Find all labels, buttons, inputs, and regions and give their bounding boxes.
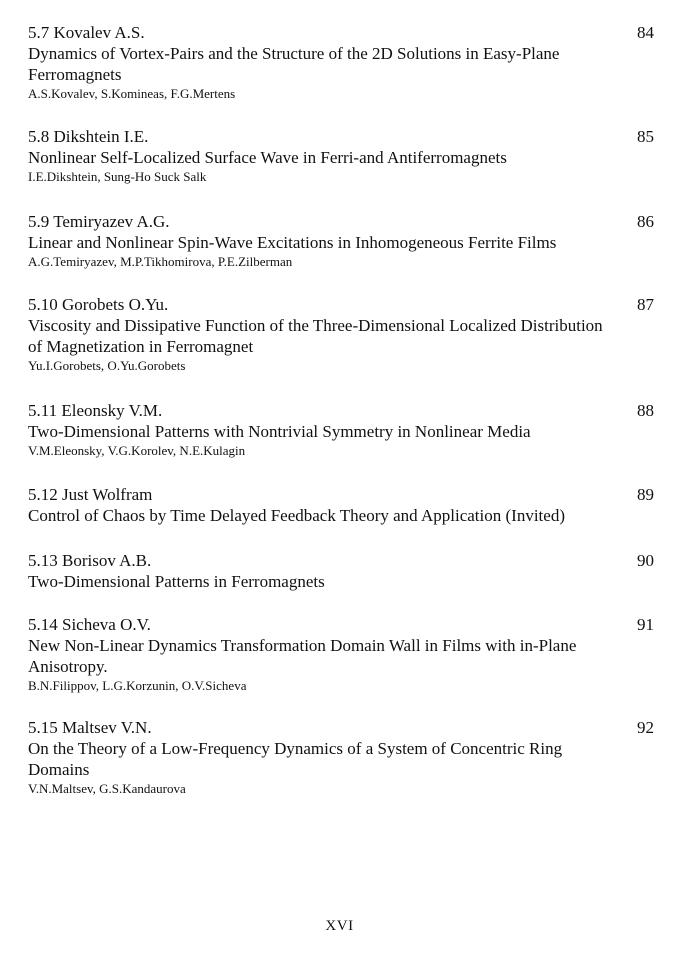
toc-entry-5-11 (28, 400, 654, 460)
toc-entry-5-15 (28, 717, 654, 798)
entry-heading: 5.7 Kovalev A.S. (28, 23, 145, 42)
entry-heading: 5.12 Just Wolfram (28, 485, 153, 504)
entry-heading: 5.9 Temiryazev A.G. (28, 212, 170, 231)
entry-title: Two-Dimensional Patterns in Ferromagnets (28, 572, 325, 591)
page-footer-number: XVI (325, 918, 354, 934)
entry-title: Nonlinear Self-Localized Surface Wave in Ferri-and Antiferromagnets (28, 148, 507, 167)
toc-entry-5-12 (28, 484, 654, 526)
entry-authors: A.G.Temiryazev, M.P.Tikhomirova, P.E.Zilberman (28, 254, 293, 269)
toc-entry-5-10 (28, 294, 654, 375)
entry-heading: 5.13 Borisov A.B. (28, 551, 152, 570)
entry-authors: I.E.Dikshtein, Sung-Ho Suck Salk (28, 169, 207, 184)
entry-title: Dynamics of Vortex-Pairs and the Structure of the 2D Solutions in Easy-Plane Ferromagnets (28, 44, 560, 84)
entry-authors: Yu.I.Gorobets, O.Yu.Gorobets (28, 358, 186, 373)
entry-page-number: 88 (637, 401, 654, 420)
entry-title: Control of Chaos by Time Delayed Feedback Theory and Application (Invited) (28, 506, 565, 525)
entry-heading: 5.14 Sicheva O.V. (28, 615, 151, 634)
entry-authors: A.S.Kovalev, S.Komineas, F.G.Mertens (28, 86, 236, 101)
entry-authors: V.M.Eleonsky, V.G.Korolev, N.E.Kulagin (28, 443, 246, 458)
entry-page-number: 86 (637, 212, 654, 231)
entry-page-number: 91 (637, 615, 654, 634)
toc-entry-5-13 (28, 550, 654, 592)
entry-title: Linear and Nonlinear Spin-Wave Excitations in Inhomogeneous Ferrite Films (28, 233, 557, 252)
entry-heading: 5.8 Dikshtein I.E. (28, 127, 149, 146)
entry-heading: 5.15 Maltsev V.N. (28, 718, 152, 737)
entry-page-number: 87 (637, 295, 654, 314)
entry-heading: 5.10 Gorobets O.Yu. (28, 295, 169, 314)
toc-entry-5-9 (28, 211, 654, 271)
toc-entry-5-7 (28, 22, 654, 103)
entry-title: Two-Dimensional Patterns with Nontrivial Symmetry in Nonlinear Media (28, 422, 531, 441)
toc-entry-5-14 (28, 614, 654, 695)
toc-entry-5-8 (28, 126, 654, 186)
entry-authors: B.N.Filippov, L.G.Korzunin, O.V.Sicheva (28, 678, 247, 693)
entry-title: Viscosity and Dissipative Function of the Three-Dimensional Localized Distribution of Magnetization in Ferromagnet (28, 316, 603, 356)
entry-title: On the Theory of a Low-Frequency Dynamics of a System of Concentric Ring Domains (28, 739, 563, 779)
table-of-contents (28, 22, 654, 798)
entry-heading: 5.11 Eleonsky V.M. (28, 401, 163, 420)
entry-authors: V.N.Maltsev, G.S.Kandaurova (28, 781, 186, 796)
entry-page-number: 84 (637, 23, 654, 42)
entry-page-number: 89 (637, 485, 654, 504)
entry-title: New Non-Linear Dynamics Transformation Domain Wall in Films with in-Plane Anisotropy. (28, 636, 577, 676)
entry-page-number: 85 (637, 127, 654, 146)
entry-page-number: 92 (637, 718, 654, 737)
entry-page-number: 90 (637, 551, 654, 570)
